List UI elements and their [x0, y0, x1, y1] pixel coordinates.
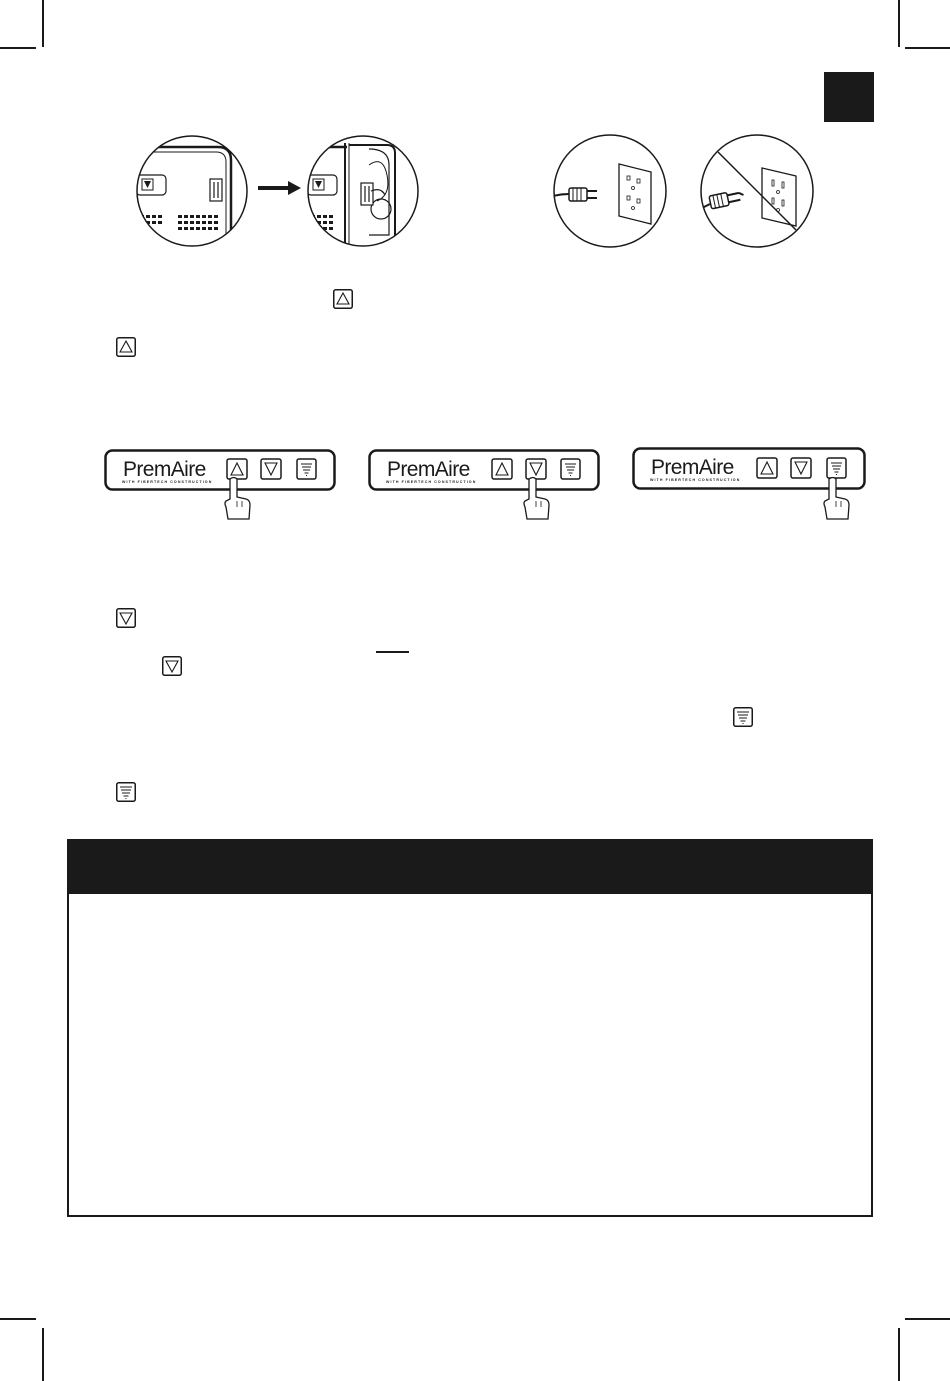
triangle-down-icon	[162, 656, 182, 676]
brand-logo: PremAire	[651, 456, 734, 479]
crop-mark-tl-h	[0, 47, 36, 49]
triangle-up-icon	[333, 289, 353, 309]
brand-subtitle: WITH FIBERTECH CONSTRUCTION	[386, 480, 477, 484]
crop-mark-tr-v	[898, 0, 900, 47]
brand-subtitle: WITH FIBERTECH CONSTRUCTION	[650, 478, 741, 482]
emphasis-underline	[376, 651, 409, 653]
language-tab	[824, 72, 874, 122]
control-panel-down-pressed	[368, 449, 600, 523]
sleep-mode-icon	[116, 782, 136, 802]
brand-logo: PremAire	[387, 458, 470, 481]
crop-mark-tl-v	[42, 0, 44, 47]
brand-subtitle: WITH FIBERTECH CONSTRUCTION	[122, 480, 213, 484]
triangle-up-icon	[116, 337, 136, 357]
crop-mark-br-h	[905, 1318, 950, 1320]
plug-prohibited-icon	[700, 134, 814, 248]
brand-logo: PremAire	[123, 458, 206, 481]
plug-into-outlet-icon	[553, 134, 667, 248]
control-panel-mode-pressed	[632, 447, 866, 523]
note-box	[67, 839, 873, 1217]
sleep-mode-icon	[733, 707, 753, 727]
control-panel-up-pressed	[104, 449, 336, 523]
crop-mark-tr-h	[905, 47, 950, 49]
filter-door-open-illustration	[307, 135, 419, 247]
filter-door-closed-illustration	[136, 135, 248, 247]
note-box-header	[69, 841, 871, 894]
crop-mark-br-v	[898, 1328, 900, 1381]
triangle-down-icon	[116, 608, 136, 628]
crop-mark-bl-h	[0, 1318, 36, 1320]
crop-mark-bl-v	[42, 1328, 44, 1381]
right-arrow-icon	[258, 180, 302, 196]
